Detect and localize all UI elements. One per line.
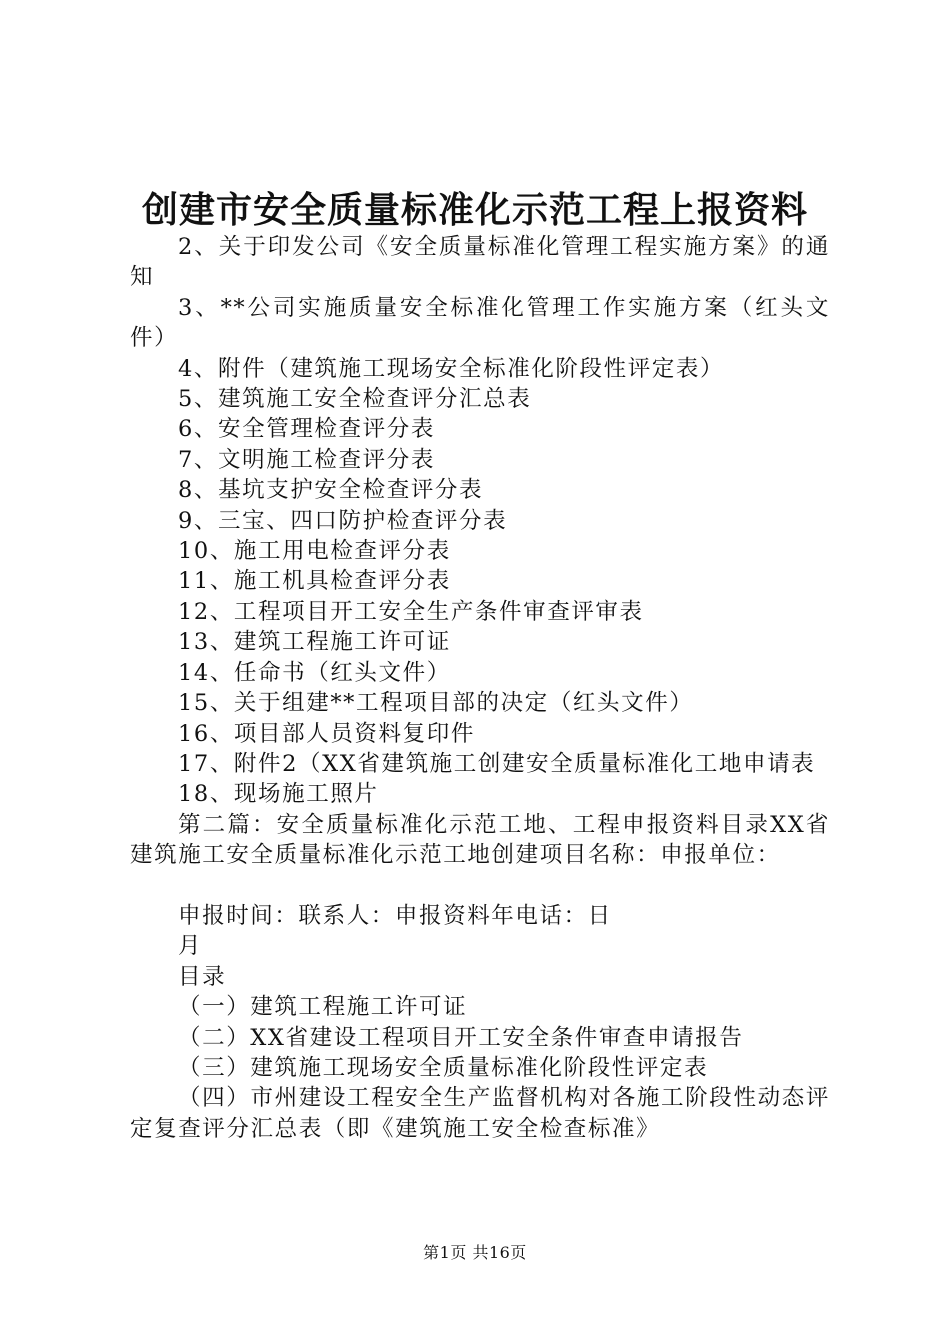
paragraph-item-16: 16、项目部人员资料复印件 [178,720,475,747]
paragraph-part-two: 第二篇：安全质量标准化示范工地、工程申报资料目录XX省建筑施工安全质量标准化示范工地创建项目名称：申报单位： [130,811,830,869]
paragraph-item-5: 5、建筑施工安全检查评分汇总表 [178,386,532,413]
info-line-continued: 月 [178,933,203,960]
paragraph-item-13: 13、建筑工程施工许可证 [178,629,451,656]
info-line: 申报时间：联系人：申报资料年电话：日 [178,902,612,929]
toc-item: （四）市州建设工程安全生产监督机构对各施工阶段性动态评定复查评分汇总表（即《建筑施工安全检查标准》 [130,1085,830,1142]
paragraph-item-4: 4、附件（建筑施工现场安全标准化阶段性评定表） [178,355,725,382]
toc-item: （一）建筑工程施工许可证 [178,994,468,1021]
paragraph-item-9: 9、三宝、四口防护检查评分表 [178,507,508,534]
paragraph-item-10: 10、施工用电检查评分表 [178,538,451,565]
paragraph-item-6: 6、安全管理检查评分表 [178,416,435,443]
blank-line [130,871,830,901]
paragraph-item-18: 18、现场施工照片 [178,781,379,808]
paragraph-item-12: 12、工程项目开工安全生产条件审查评审表 [178,598,644,625]
paragraph-item-11: 11、施工机具检查评分表 [178,568,451,595]
toc-item: （三）建筑施工现场安全质量标准化阶段性评定表 [178,1054,709,1081]
paragraph-item-2: 2、关于印发公司《安全质量标准化管理工程实施方案》的通知 [130,234,830,291]
paragraph-item-17: 17、附件2（XX省建筑施工创建安全质量标准化工地申请表 [178,750,816,777]
paragraph-item-15: 15、关于组建**工程项目部的决定（红头文件） [178,690,694,717]
toc-heading: 目录 [178,963,227,990]
document-body [130,232,830,1144]
toc-item: （二）XX省建设工程项目开工安全条件审查申请报告 [178,1024,744,1051]
paragraph-item-7: 7、文明施工检查评分表 [178,446,435,473]
document-title: 创建市安全质量标准化示范工程上报资料 [141,189,808,231]
paragraph-item-3: 3、**公司实施质量安全标准化管理工作实施方案（红头文件） [130,294,830,352]
paragraph-item-14: 14、任命书（红头文件） [178,659,451,686]
paragraph-item-8: 8、基坑支护安全检查评分表 [178,477,484,504]
page-number-footer: 第1页 共16页 [423,1243,527,1262]
